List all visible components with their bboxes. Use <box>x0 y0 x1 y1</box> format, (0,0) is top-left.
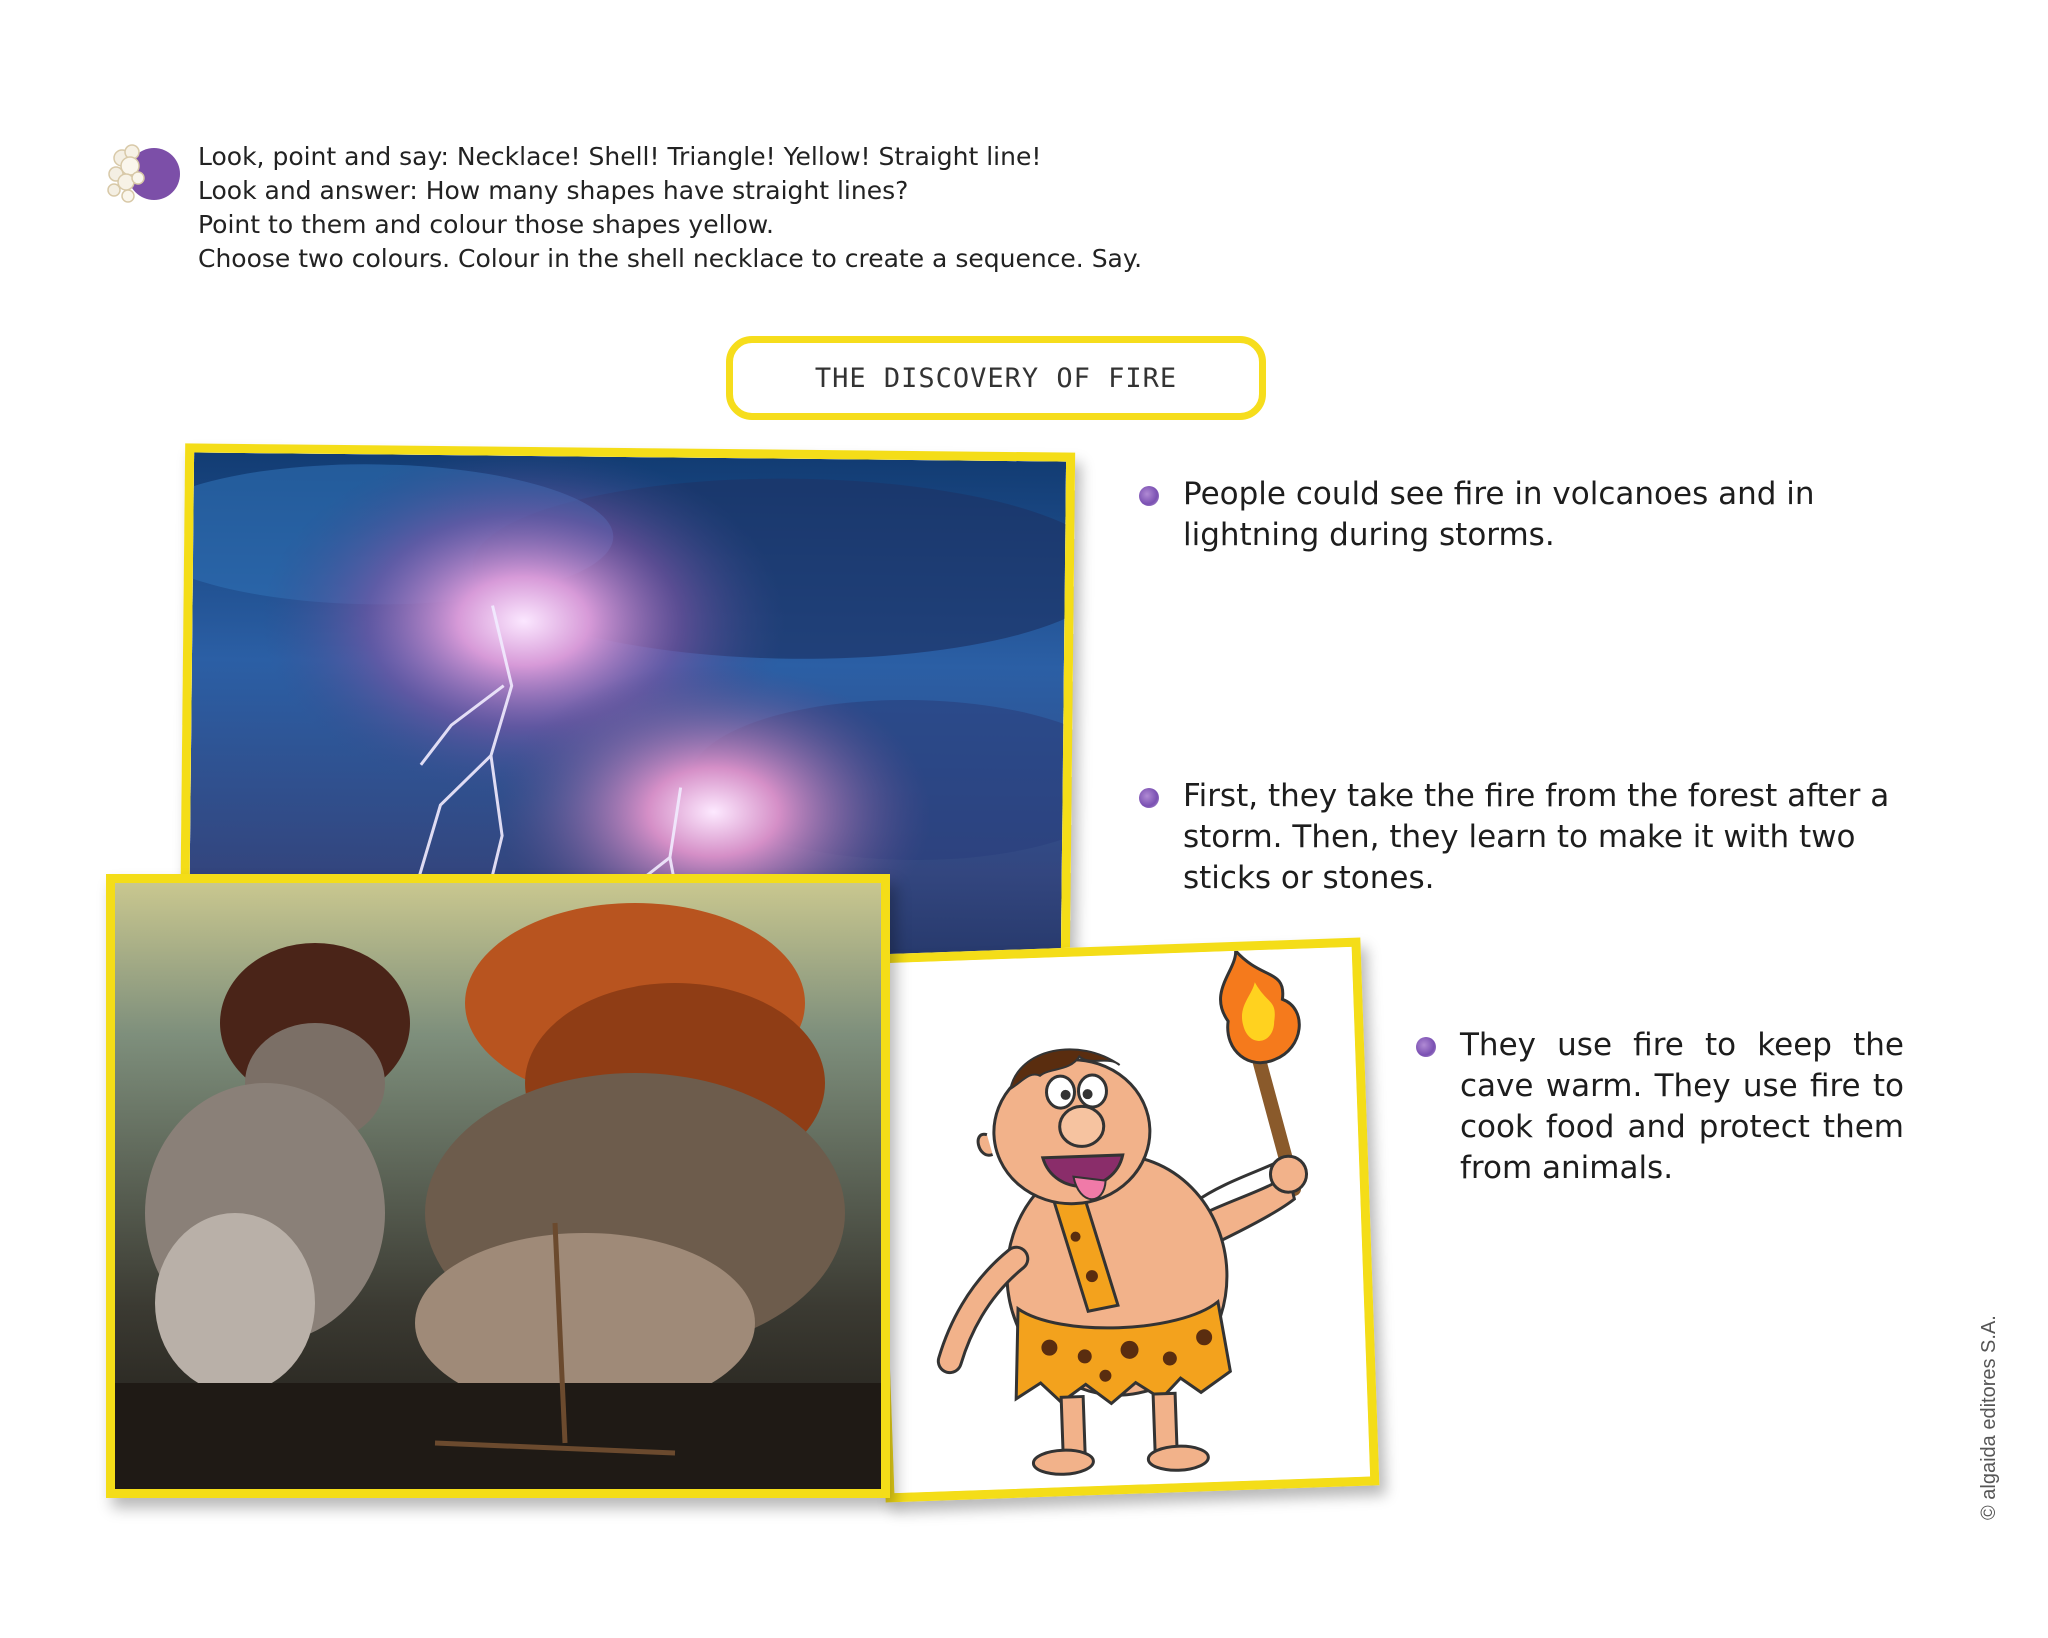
bullet-uses-of-fire <box>1460 1025 1904 1189</box>
bullet-text: People could see fire in volcanoes and in lightning during storms. <box>1183 476 1815 553</box>
instruction-line: Look and answer: How many shapes have straight lines? <box>198 176 909 205</box>
bullet-text: First, they take the fire from the forest after a storm. Then, they learn to make it with two sticks or stones. <box>1183 778 1890 896</box>
instructions <box>198 140 1142 276</box>
popcorn-speech-icon <box>102 138 184 210</box>
bullet-dot-icon <box>1416 1037 1436 1057</box>
page-title: THE DISCOVERY OF FIRE <box>726 336 1266 420</box>
bullet-making-fire <box>1183 776 1903 899</box>
bullet-dot-icon <box>1139 788 1159 808</box>
instruction-line: Point to them and colour those shapes yellow. <box>198 210 774 239</box>
bullet-dot-icon <box>1139 486 1159 506</box>
instruction-line: Choose two colours. Colour in the shell necklace to create a sequence. Say. <box>198 244 1143 273</box>
copyright-notice: © algaida editores S.A. <box>1978 1315 2000 1520</box>
instruction-line: Look, point and say: Necklace! Shell! Triangle! Yellow! Straight line! <box>198 142 1042 171</box>
bullet-volcanoes-lightning <box>1183 474 1903 556</box>
caveman-holding-torch-cartoon <box>867 938 1380 1503</box>
bullet-text: They use fire to keep the cave warm. They use fire to cook food and protect them from animals. <box>1460 1027 1904 1186</box>
cave-people-making-fire-photo <box>106 874 890 1498</box>
